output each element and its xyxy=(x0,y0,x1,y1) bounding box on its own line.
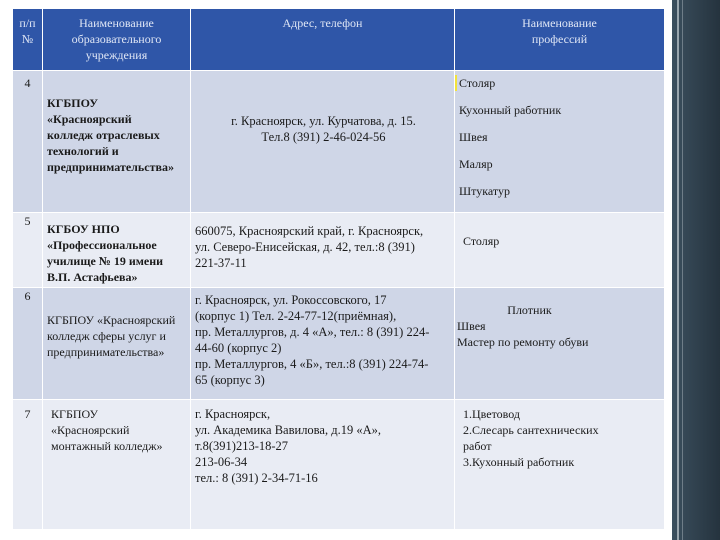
institution-address: г. Красноярск, ул. Курчатова, д. 15. Тел.8 (391) 2-46-024-56 xyxy=(191,71,455,213)
row-number: 5 xyxy=(13,213,43,288)
profession-item: 2.Слесарь сантехнических работ xyxy=(463,423,599,453)
institution-address: 660075, Красноярский край, г. Красноярск, ул. Северо-Енисейская, д. 42, тел.:8 (391) 221-37-11 xyxy=(191,213,455,288)
header-num: п/п № xyxy=(13,9,43,71)
table-row xyxy=(13,288,665,400)
institution-name: КГБПОУ «Красноярский колледж сферы услуг и предпринимательства» xyxy=(43,288,191,400)
table-row xyxy=(13,400,665,530)
profession-item: Плотник xyxy=(507,303,552,317)
institutions-table xyxy=(12,8,665,530)
profession-item: Столяр xyxy=(454,75,662,91)
professions-list xyxy=(455,288,665,400)
right-decorative-panel xyxy=(672,0,720,540)
institution-name: КГБПОУ «Красноярский колледж отраслевых технологий и предпринимательства» xyxy=(43,71,191,213)
institution-name: КГБПОУ «Красноярский монтажный колледж» xyxy=(43,400,191,530)
header-professions: Наименование профессий xyxy=(455,9,665,71)
row-number: 7 xyxy=(13,400,43,530)
panel-stripe xyxy=(677,0,679,540)
institution-address: г. Красноярск, ул. Академика Вавилова, д.19 «А», т.8(391)213-18-27 213-06-34 тел.: 8 (391) 2-34-71-16 xyxy=(191,400,455,530)
professions-list xyxy=(455,213,665,288)
profession-item: Столяр xyxy=(463,234,500,248)
header-address: Адрес, телефон xyxy=(191,9,455,71)
profession-item: Мастер по ремонту обуви xyxy=(457,335,589,349)
profession-item: Швея xyxy=(457,319,486,333)
profession-item: Кухонный работник xyxy=(459,103,562,117)
profession-item: Маляр xyxy=(459,157,493,171)
profession-item: 1.Цветовод xyxy=(463,407,521,421)
table-row xyxy=(13,71,665,213)
institution-address: г. Красноярск, ул. Рокоссовского, 17 (корпус 1) Тел. 2-24-77-12(приёмная), пр. Металлургов, д. 4 «А», тел.: 8 (391) 224- 44-60 (корпус 2) пр. Металлургов, 4 «Б», тел.:8 (391) 224-74- 65 (корпус 3) xyxy=(191,288,455,400)
profession-item: 3.Кухонный работник xyxy=(463,455,575,469)
header-name: Наименование образовательного учреждения xyxy=(43,9,191,71)
row-number: 4 xyxy=(13,71,43,213)
profession-item: Швея xyxy=(459,130,488,144)
table-header xyxy=(13,9,665,71)
professions-list xyxy=(455,400,665,530)
panel-stripe-thin xyxy=(682,0,683,540)
profession-item: Штукатур xyxy=(459,184,510,198)
table-row xyxy=(13,213,665,288)
professions-list xyxy=(455,71,665,213)
institution-name: КГБОУ НПО «Профессиональное училище № 19 имени В.П. Астафьева» xyxy=(43,213,191,288)
row-number: 6 xyxy=(13,288,43,400)
